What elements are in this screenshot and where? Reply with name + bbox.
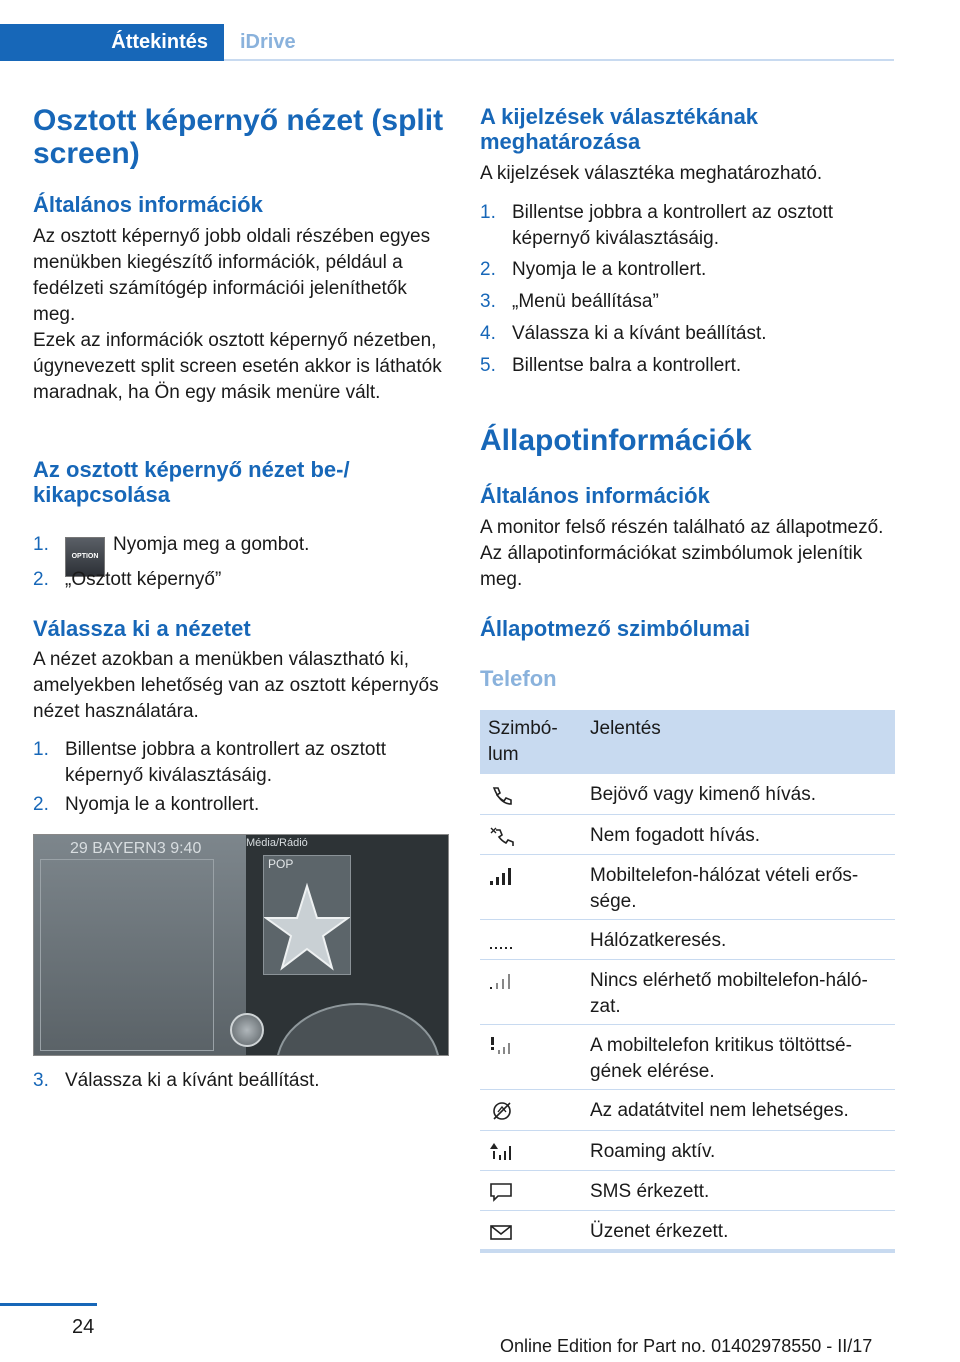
no-data-icon xyxy=(488,1100,516,1122)
screen-right-pane xyxy=(246,835,448,1055)
split-screen-image xyxy=(33,834,449,1056)
dial-graphic xyxy=(276,1003,440,1056)
paragraph-select-view: A nézet azokban a menükben választható ki, amelyekben lehetőség van az osztott képernyős nézet használatára. xyxy=(33,649,439,722)
list-text: „Menü beállítása” xyxy=(512,291,659,312)
table-row xyxy=(480,774,895,815)
paragraph-display-selection: A kijelzések választéka meghatározható. xyxy=(480,163,823,184)
list-number: 2. xyxy=(480,259,496,280)
section-heading-symbols: Állapotmező szimbólumai xyxy=(480,616,751,641)
no-network-icon xyxy=(488,970,516,992)
album-art xyxy=(263,855,351,975)
paragraph-status: A monitor felső részén található az állapotmező. Az állapotinformációkat szimbólumok jelenítik meg. xyxy=(480,517,884,590)
status-info-title: Állapotinformációk xyxy=(480,424,752,457)
controller-knob-icon xyxy=(230,1013,264,1047)
list-text: Válassza ki a kívánt beállítást. xyxy=(65,1070,320,1091)
list-number: 3. xyxy=(480,291,496,312)
row-meaning: A mobiltelefon kritikus töltöttségének elérése. xyxy=(590,1035,852,1082)
row-meaning: Nem fogadott hívás. xyxy=(590,825,761,846)
album-label: POP xyxy=(268,857,294,871)
media-label: Média/Rádió xyxy=(246,837,308,849)
roaming-icon xyxy=(488,1141,516,1163)
paragraph-general-1: Az osztott képernyő jobb oldali részében egyes menükben kiegészítő információk, például a fedélzeti számítógép információi jeleníthetők meg. xyxy=(33,226,431,325)
list-number: 1. xyxy=(33,534,49,555)
battery-critical-icon xyxy=(488,1035,516,1057)
list-number: 5. xyxy=(480,355,496,376)
phone-icon xyxy=(488,784,516,806)
table-row xyxy=(480,960,895,1025)
edition-note: Online Edition for Part no. 01402978550 - II/17 xyxy=(500,1336,873,1356)
list-text: Válassza ki a kívánt beállítást. xyxy=(512,323,767,344)
list-text: Nyomja le a kontrollert. xyxy=(512,259,707,280)
table-header xyxy=(480,710,895,774)
missed-call-icon xyxy=(488,825,516,847)
row-meaning: Az adatátvitel nem lehetséges. xyxy=(590,1100,849,1121)
section-heading-phone: Telefon xyxy=(480,666,557,691)
screen-left-pane xyxy=(34,835,246,1055)
header-bar xyxy=(0,24,894,61)
page-number: 24 xyxy=(72,1316,95,1338)
footer-rule xyxy=(0,1303,97,1306)
list-text: Nyomja le a kontrollert. xyxy=(65,794,260,815)
table-row xyxy=(480,920,895,960)
list-number: 1. xyxy=(33,739,49,760)
row-meaning: Bejövő vagy kimenő hívás. xyxy=(590,784,817,805)
section-heading-toggle: Az osztott képernyő nézet be-/ kikapcsolása xyxy=(33,457,350,507)
list-text: Billentse balra a kontrollert. xyxy=(512,355,742,376)
list-text: Billentse jobbra a kontrollert az osztott képernyő kiválasztásáig. xyxy=(65,739,387,786)
header-rule xyxy=(224,59,894,61)
row-meaning: Nincs elérhető mobiltelefon-hálózat. xyxy=(590,970,868,1017)
signal-strength-icon xyxy=(488,865,516,887)
tab-attekintes[interactable]: Áttekintés xyxy=(0,24,224,61)
list-number: 1. xyxy=(480,202,496,223)
list-number: 4. xyxy=(480,323,496,344)
station-label: 29 BAYERN3 9:40 xyxy=(70,840,202,857)
option-button-icon: OPTION xyxy=(65,537,105,577)
tab-idrive[interactable]: iDrive xyxy=(240,31,296,53)
section-heading-general-2: Általános információk xyxy=(480,483,710,508)
row-meaning: Hálózatkeresés. xyxy=(590,930,727,951)
paragraph-general-2: Ezek az információk osztott képernyő nézetben, úgynevezett split screen esetén akkor is láthatók maradnak, ha Ön egy másik menüre vált. xyxy=(33,330,442,403)
list-number: 3. xyxy=(33,1070,49,1091)
table-row xyxy=(480,815,895,855)
list-number: 2. xyxy=(33,569,49,590)
table-row xyxy=(480,1211,895,1249)
list-text: Nyomja meg a gombot. xyxy=(113,534,310,555)
table-row xyxy=(480,1025,895,1090)
table-row xyxy=(480,1171,895,1211)
section-heading-general: Általános információk xyxy=(33,192,263,217)
column-header-symbol: Szimbólum xyxy=(488,718,558,765)
network-search-icon xyxy=(488,930,516,952)
list-number: 2. xyxy=(33,794,49,815)
table-row xyxy=(480,1131,895,1171)
section-heading-display-selection: A kijelzések választékának meghatározása xyxy=(480,104,759,154)
table-bottom-rule xyxy=(480,1249,895,1253)
list-text: „Osztott képernyő” xyxy=(65,569,222,590)
section-heading-select-view: Válassza ki a nézetet xyxy=(33,616,251,641)
envelope-icon xyxy=(488,1221,516,1243)
list-text: Billentse jobbra a kontrollert az osztott képernyő kiválasztásáig. xyxy=(512,202,834,249)
row-meaning: Üzenet érkezett. xyxy=(590,1221,729,1242)
sms-icon xyxy=(488,1181,516,1203)
row-meaning: Mobiltelefon-hálózat vételi erőssége. xyxy=(590,865,859,912)
row-meaning: SMS érkezett. xyxy=(590,1181,710,1202)
page-title: Osztott képernyő nézet (split screen) xyxy=(33,104,444,170)
table-row xyxy=(480,855,895,920)
row-meaning: Roaming aktív. xyxy=(590,1141,716,1162)
column-header-meaning: Jelentés xyxy=(590,718,661,739)
table-row xyxy=(480,1090,895,1131)
star-icon xyxy=(264,856,350,974)
screen-frame xyxy=(40,859,214,1051)
